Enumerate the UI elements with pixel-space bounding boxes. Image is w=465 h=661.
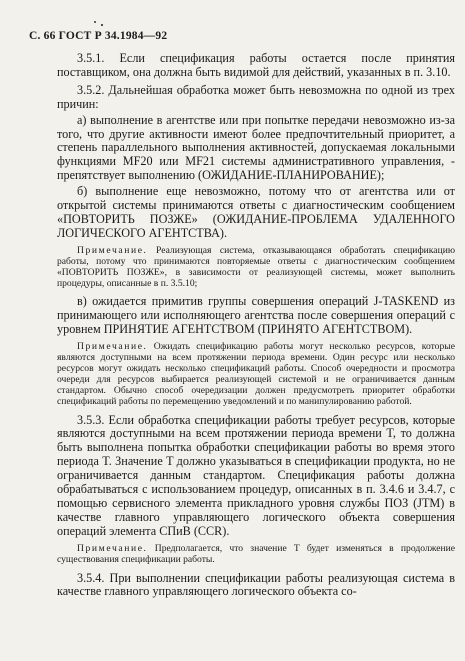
note-3 [57, 544, 455, 566]
note-label: Примечание. [77, 542, 148, 554]
note-text: Реализующая система, отказывающаяся обработать спецификацию работы, потому что принимаются повторяемые ответы с диагностическим сообщением «ПОВТОРИТЬ ПОЗЖЕ», в зависимости от реализующей системы, может выполнить процедуры, описанные в п. 3.5.10; [57, 244, 455, 289]
list-item-v: в) ожидается примитив группы совершения операций J-TASKEND из принимающего или исполняющего агентства после совершения операций с уровнем ПРИНЯТИЕ АГЕНТСТВОМ (ПРИНЯТО АГЕНТСТВОМ). [57, 294, 455, 337]
note-2 [57, 342, 455, 407]
note-text: Ожидать спецификацию работы могут несколько ресурсов, которые являются доступными на всем протяжении периода времени. Один ресурс или несколько ресурсов могут ожидать несколько спецификаций работы. Способ очередности и просмотра очереди для ресурсов выбирается реализующей системой и не ограничивается данным стандартом. Обычно способ очередизации должен предусмотреть приоритет обработки спецификаций работы по перемещению уведомлений и по манипулированию работой. [57, 341, 455, 407]
paragraph-3-5-2: 3.5.2. Дальнейшая обработка может быть невозможна по одной из трех причин: [57, 82, 455, 111]
paragraph-3-5-3: 3.5.3. Если обработка спецификации работы требует ресурсов, которые являются доступными на всем протяжении периода времени T, то должна быть выполнена попытка обработки спецификации работы во время этого периода T. Значение T должно указываться в спецификации продукта, но не ограничивается данным стандартом. Спецификация работы должна обрабатываться с использованием процедур, описанных в п. 3.4.6 и 3.4.7, с помощью сервисного элемента прикладного уровня службы ПОЗ (JTM) в качестве главного управляющего логического объекта совершения операций элемента СПиВ (CCR). [57, 412, 455, 538]
document-body [57, 52, 455, 603]
list-item-a: а) выполнение в агентстве или при попытке передачи невозможно из-за того, что другие активности имеют более предпочтительный приоритет, а степень параллельного выполнения активностей, допускаемая локальными функциями MF20 или MF21 системы административного управления, - препятствует выполнению (ОЖИДАНИЕ-ПЛАНИРОВАНИЕ); [57, 112, 455, 183]
paragraph-3-5-4: 3.5.4. При выполнении спецификации работы реализующая система в качестве главного управляющего логического объекта со- [57, 570, 455, 599]
note-1 [57, 246, 455, 290]
scan-speck [94, 21, 96, 23]
note-label: Примечание. [77, 244, 148, 256]
paragraph-3-5-1: 3.5.1. Если спецификация работы остается после принятия поставщиком, она должна быть видимой для действий, указанных в п. 3.10. [57, 51, 455, 79]
note-label: Примечание. [77, 341, 148, 353]
list-item-b: б) выполнение еще невозможно, потому что от агентства или от открытой системы принимаются ответы с диагностическим сообщением «ПОВТОРИТЬ ПОЗЖЕ» (ОЖИДАНИЕ-ПРОБЛЕМА УДАЛЕННОГО ЛОГИЧЕСКОГО АГЕНТСТВА). [57, 184, 455, 240]
note-text: Предполагается, что значение T будет изменяться в продолжение существования спецификации работы. [57, 542, 455, 565]
page-header: С. 66 ГОСТ Р 34.1984—92 [29, 30, 168, 42]
scan-speck [101, 24, 103, 26]
